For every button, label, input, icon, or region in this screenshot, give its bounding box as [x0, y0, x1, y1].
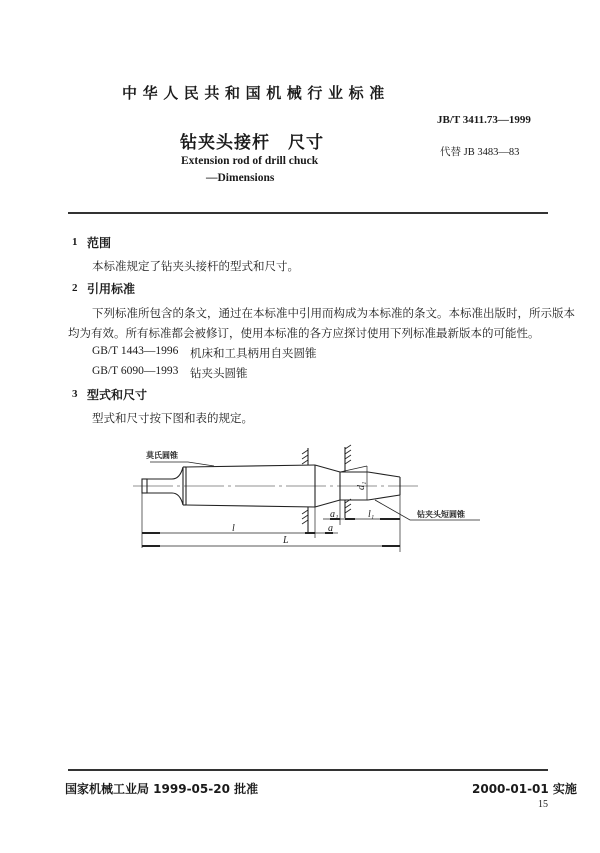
document-subtitle-en: —Dimensions	[206, 172, 275, 184]
standard-code: JB/T 3411.73—1999	[437, 114, 531, 126]
reference-title: 钻夹头圆锥	[190, 366, 248, 380]
section-3-number: 3	[72, 388, 78, 400]
section-1-title: 范围	[87, 236, 112, 250]
issuing-organization: 中华人民共和国机械行业标准	[122, 84, 390, 102]
document-title-cn: 钻夹头接杆 尺寸	[180, 133, 324, 153]
implementation-date: 2000-01-01 实施	[472, 782, 577, 796]
reference-title: 机床和工具柄用自夹圆锥	[190, 346, 317, 360]
morse-taper-label: 莫氏圆锥	[146, 451, 178, 460]
dim-d1-label: d₁	[356, 481, 367, 490]
section-3-paragraph: 型式和尺寸按下图和表的规定。	[92, 411, 253, 425]
section-3-title: 型式和尺寸	[87, 388, 148, 402]
section-2-paragraph-line1: 下列标准所包含的条文，通过在本标准中引用而构成为本标准的条文。本标准出版时，所示版本	[92, 306, 575, 320]
dim-l-label: l	[232, 523, 235, 534]
approval-info: 国家机械工业局 1999-05-20 批准	[65, 782, 259, 796]
reference-code: GB/T 6090—1993	[92, 365, 179, 377]
dim-l1-label: l₁	[368, 509, 375, 520]
section-1-paragraph: 本标准规定了钻夹头接杆的型式和尺寸。	[92, 259, 299, 273]
dim-L-label: L	[283, 535, 289, 546]
document-title-en: Extension rod of drill chuck	[181, 155, 319, 167]
section-1-number: 1	[72, 236, 78, 248]
chuck-taper-label: 钻夹头短圆锥	[417, 510, 465, 519]
page-number: 15	[538, 799, 548, 810]
dim-a-label: a	[328, 523, 333, 534]
section-2-paragraph-line2: 均为有效。所有标准都会被修订，使用本标准的各方应探讨使用下列标准最新版本的可能性。	[68, 326, 540, 340]
dim-a1-label: a₁	[330, 509, 339, 520]
section-2-title: 引用标准	[87, 282, 136, 296]
footer-divider	[68, 769, 548, 771]
reference-code: GB/T 1443—1996	[92, 345, 179, 357]
replaces-standard: 代替 JB 3483—83	[440, 147, 520, 158]
section-2-number: 2	[72, 282, 78, 294]
